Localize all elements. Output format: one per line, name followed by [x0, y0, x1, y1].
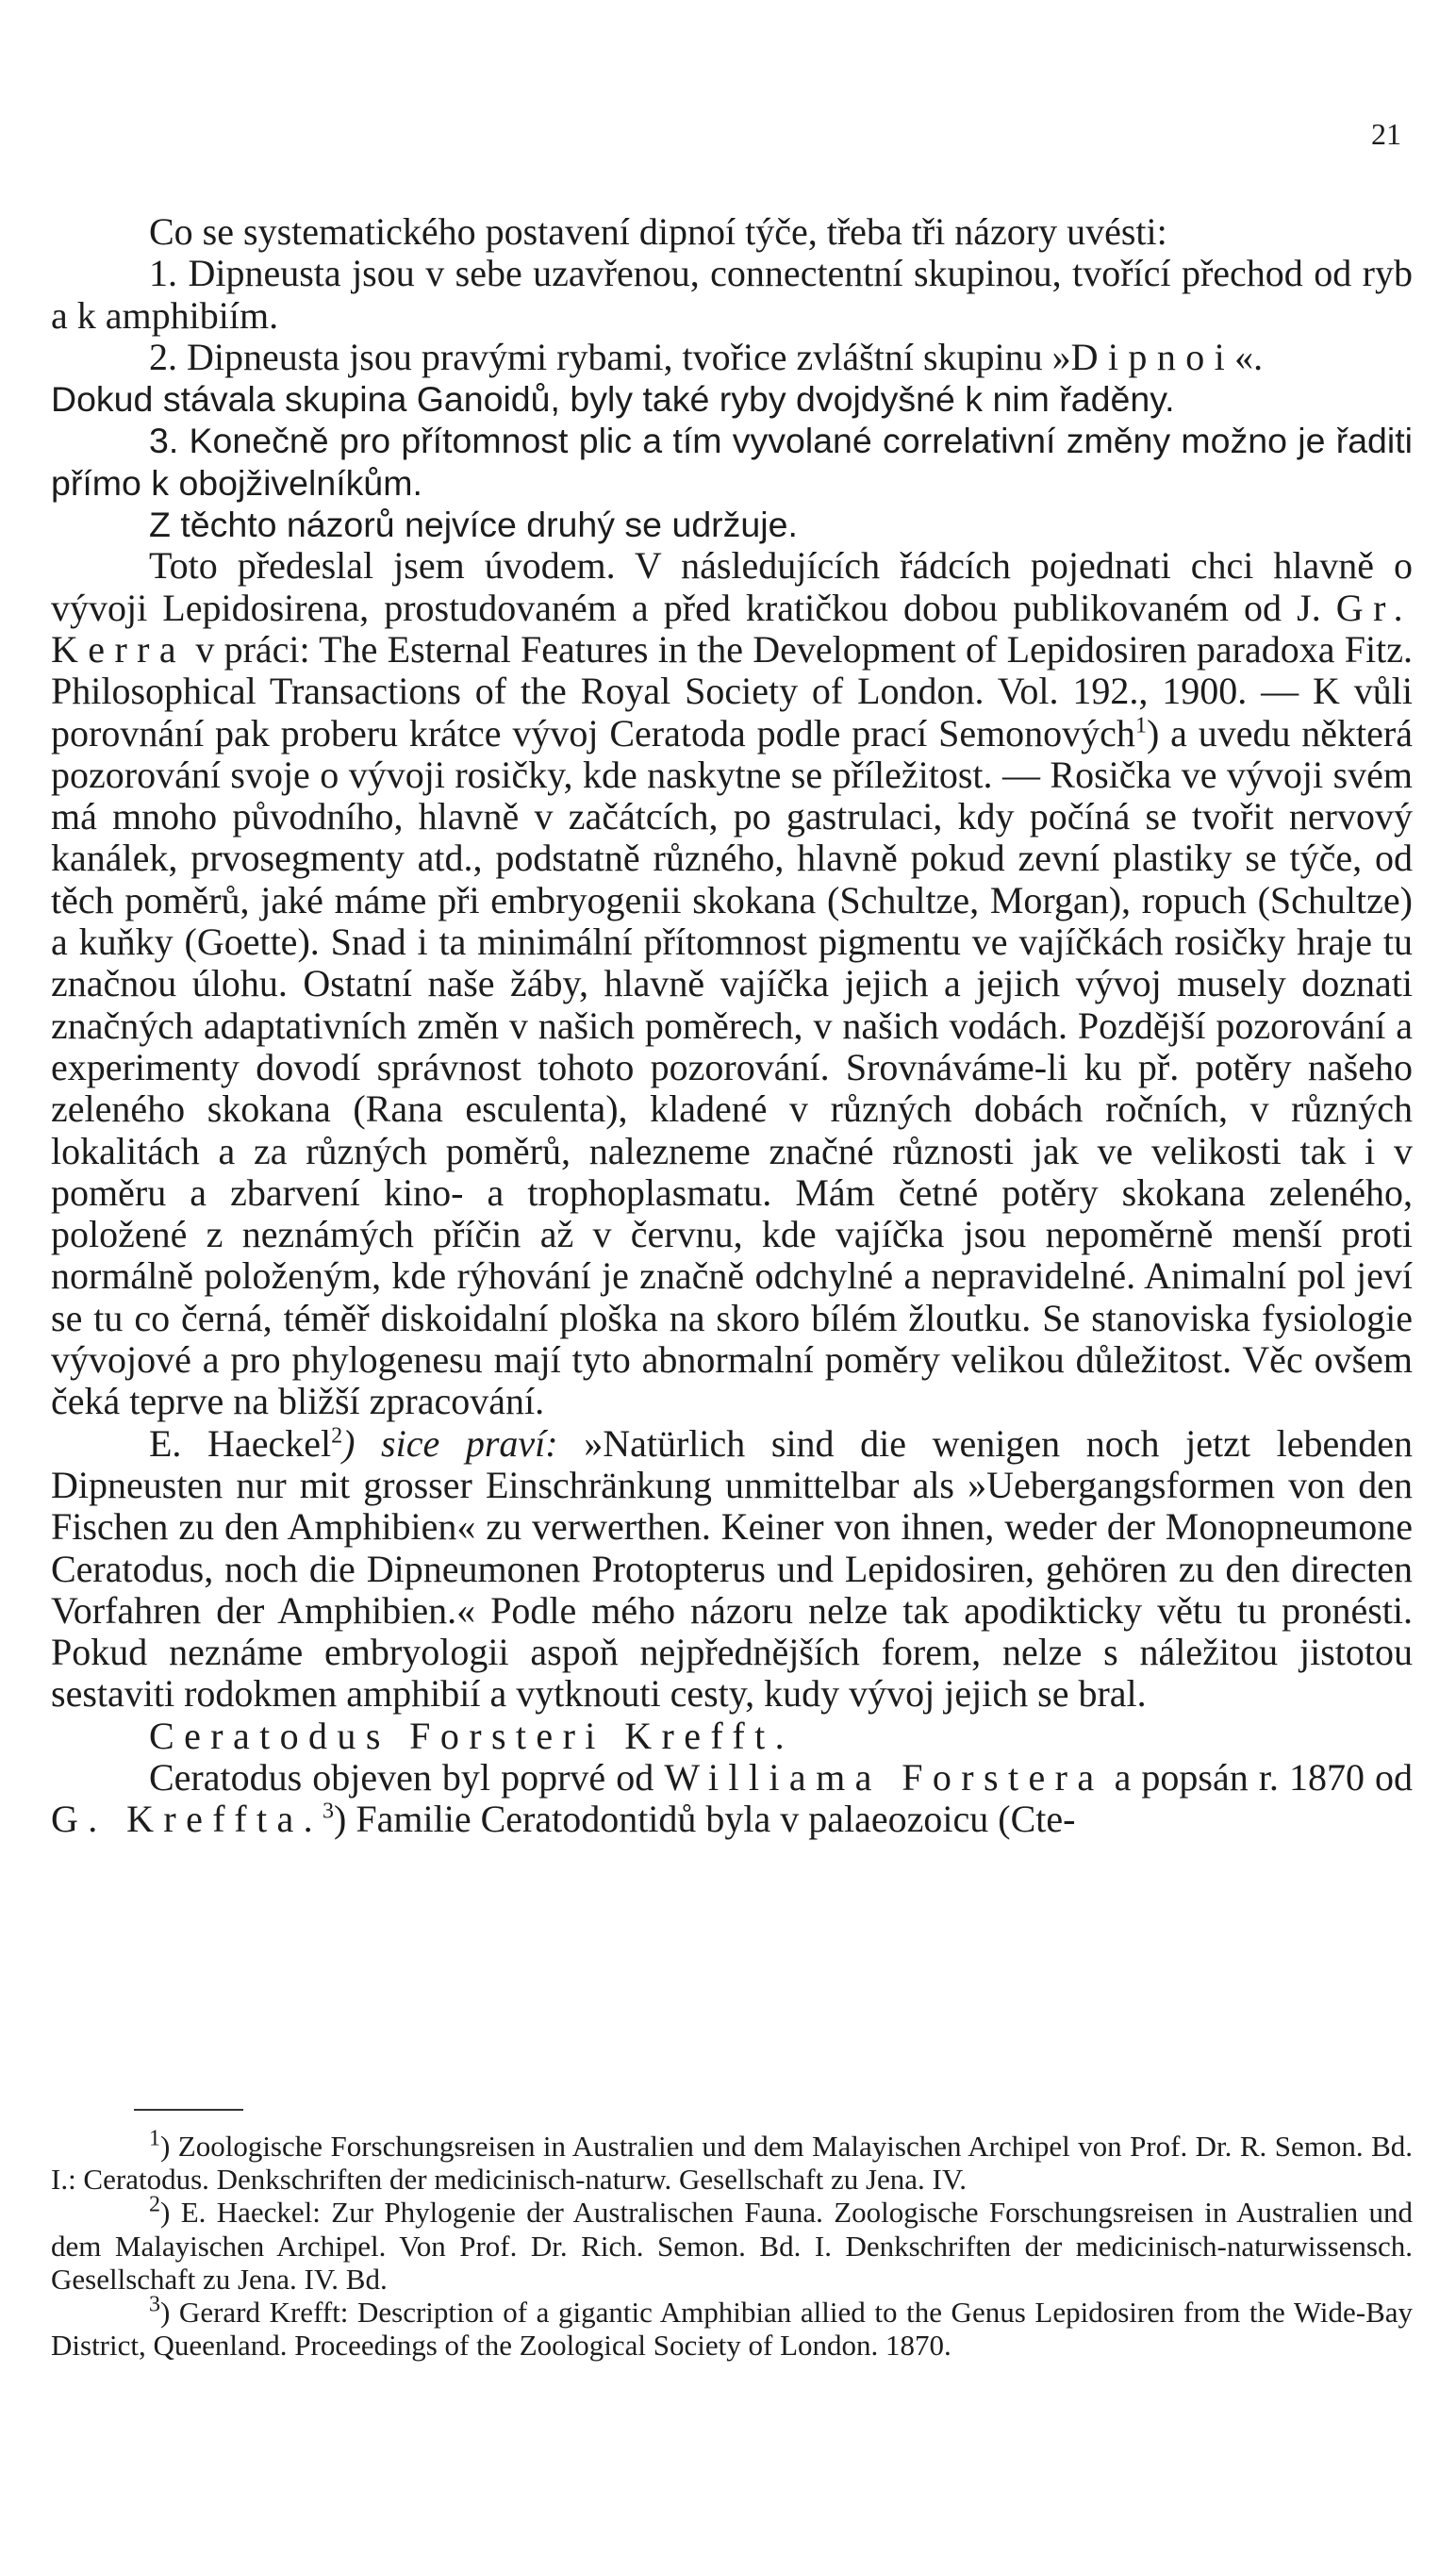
toto-text-3: ) a uvedu některá pozorování svoje o vývoji rosičky, kde naskytne se příležitost. — Rosička ve vývoji svém má mnoho původního, hlavně v začátcích, po gastrulaci, kdy počíná se tvořit nervový kanálek, prvosegmenty atd., podstatně různého, hlavně pokud zevní plastiky se týče, od těch poměrů, jaké máme při embryogenii skokana (Schultze, Morgan), ropuch (Schultze) a kuňky (Goette). Snad i ta minimální přítomnost pigmentu ve vajíčkách rosičky hraje tu značnou úlohu. Ostatní naše žáby, hlavně vajíčka jejich a jejich vývoj musely doznati značných adaptativních změn v našich poměrech, v našich vodách. Pozdější pozorování a experimenty dovodí správnost tohoto pozorování. Srovnáváme-li ku př. potěry našeho zeleného skokana (Rana esculenta), kladené v různých dobách ročních, v různých lokalitách a za různých poměrů, nalezneme značné různosti jak ve velikosti tak i v poměru a zbarvení kino- a trophoplasmatu. Mám četné potěry skokana zeleného, položené z neznámých příčin až v červnu, kde vajíčka jsou nepoměrně menší proti normálně položeným, kde rýhování je značně odchylné a nepravidelné. Animalní pol jeví se tu co černá, téměř diskoidalní ploška na skoro bílém žloutku. Se stanoviska fysiologie vývojové a pro phylogenesu mají tyto abnormalní poměry velikou důležitost. Věc ovšem čeká teprve na bližší zpracování.	[51, 711, 1413, 1423]
haeckel-intro: ) sice praví:	[342, 1421, 585, 1465]
haeckel-rest: Podle mého názoru nelze tak apodikticky větu tu pronésti. Pokud neznáme embryologii aspoň nejpřednějších forem, nelze s náležitou jistotou sestaviti rodokmen amphibií a vytknouti cesty, kudy vývoj jejich se bral.	[51, 1588, 1414, 1716]
footnote-2-text: ) E. Haeckel: Zur Phylogenie der Australischen Fauna. Zoologische Forschungsreisen in Australien und dem Malayischen Archipel. Von Prof. Dr. Rich. Semon. Bd. I. Denkschriften der medicinisch-naturwissensch. Gesellschaft zu Jena. IV. Bd.	[51, 2196, 1413, 2296]
toto-text-1: Toto předeslal jsem úvodem. V následujících řádcích pojednati chci hlavně o vývoji Lepidosirena, prostudovaném a před kratičkou dobou publikovaném od J.	[51, 544, 1413, 629]
opinion-2-closing-quote: «.	[1234, 335, 1264, 378]
conclusion-paragraph: Z těchto názorů nejvíce druhý se udržuje.	[149, 505, 798, 545]
opinion-1-paragraph: 1. Dipneusta jsou v sebe uzavřenou, connectentní skupinou, tvořící přechod od ryb a k amphibiím.	[51, 252, 1413, 337]
haeckel-paragraph	[51, 1423, 1413, 1716]
dipnoi-term: Dipnoi	[1070, 335, 1235, 378]
haeckel-name: E. Haeckel	[149, 1421, 332, 1465]
footnote-ref-2: 2	[331, 1423, 343, 1449]
haeckel-quote: »Natürlich sind die wenigen noch jetzt lebenden Dipneusten nur mit grosser Einschränkung unmittelbar als »Uebergangsformen von den Fischen zu den Amphibien« zu verwerthen. Keiner von ihnen, weder der Monopneumone Ceratodus, noch die Dipneumonen Protopterus und Lepidosiren, gehören zu den directen Vorfahren der Amphibien.«	[51, 1421, 1414, 1632]
intro-paragraph: Co se systematického postavení dipnoí týče, třeba tři názory uvésti:	[149, 210, 1167, 253]
body-text	[51, 211, 1413, 1841]
section-heading: Ceratodus Forsteri Krefft.	[149, 1714, 795, 1757]
footnote-2-mark: 2	[149, 2193, 160, 2218]
footnote-divider	[134, 2109, 243, 2111]
page-number: 21	[1371, 117, 1401, 151]
footnote-3-text: ) Gerard Krefft: Description of a gigantic Amphibian allied to the Genus Lepidosiren from the Wide-Bay District, Queenland. Proceedings of the Zoological Society of London. 1870.	[51, 2296, 1413, 2363]
ceratodus-text-2: a popsán r. 1870 od	[1103, 1755, 1414, 1799]
footnote-2	[51, 2193, 1413, 2296]
ceratodus-text-3: ) Familie Ceratodontidů byla v palaeozoicu (Cte-	[334, 1798, 1076, 1841]
footnote-1-mark: 1	[149, 2126, 160, 2151]
footnotes	[51, 2126, 1413, 2363]
footnote-ref-3: 3	[323, 1799, 335, 1824]
opinion-2-paragraph	[51, 337, 1413, 378]
ceratodus-paragraph	[51, 1757, 1413, 1841]
toto-paragraph	[51, 545, 1413, 1422]
ceratodus-text-1: Ceratodus objeven byl poprvé od	[149, 1755, 665, 1799]
opinion-2-text: 2. Dipneusta jsou pravými rybami, tvořice zvláštní skupinu »	[149, 335, 1071, 378]
author-kerr: Gr. Kerra	[51, 586, 1413, 671]
toto-text-2: v práci: The Esternal Features in the Development of Lepidosiren paradoxa Fitz. Philosophical Transactions of the Royal Society of London. Vol. 192., 1900. — K vůli porovnání pak proberu krátce vývoj Ceratoda podle prací Semonových	[51, 627, 1413, 755]
footnote-ref-1: 1	[1134, 713, 1147, 738]
author-forster: Williama Forstera	[664, 1755, 1104, 1799]
author-krefft: G. Kreffta.	[51, 1798, 323, 1841]
footnote-3	[51, 2292, 1413, 2363]
footnote-1	[51, 2126, 1413, 2197]
ganoid-paragraph: Dokud stávala skupina Ganoidů, byly také ryby dvojdyšné k nim řaděny.	[51, 379, 1175, 420]
footnote-3-mark: 3	[149, 2292, 160, 2317]
footnote-1-text: ) Zoologische Forschungsreisen in Australien und dem Malayischen Archipel von Prof. Dr. R. Semon. Bd. I.: Ceratodus. Denkschriften der medicinisch-naturw. Gesellschaft zu Jena. IV.	[51, 2130, 1413, 2197]
opinion-3-paragraph: 3. Konečně pro přítomnost plic a tím vyvolané correlativní změny možno je řaditi přímo k obojživelníkům.	[51, 421, 1413, 503]
